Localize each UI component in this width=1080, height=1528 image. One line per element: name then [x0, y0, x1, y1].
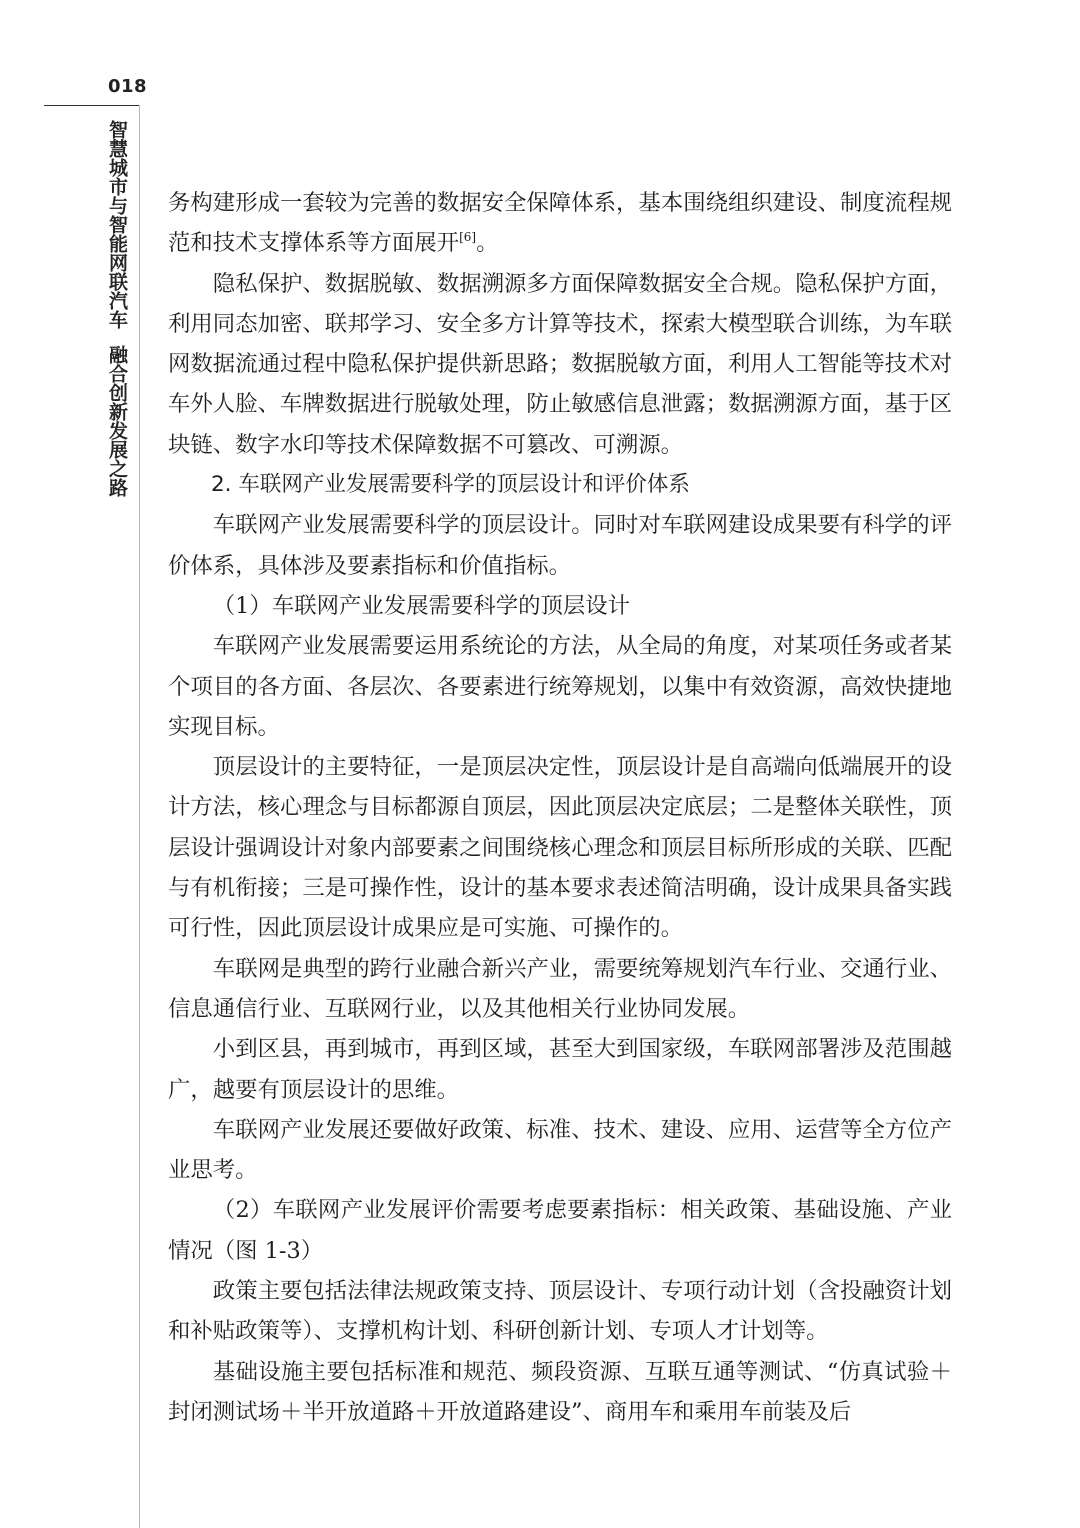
- paragraph: 车联网产业发展需要科学的顶层设计。同时对车联网建设成果要有科学的评价体系，具体涉及要素指标和价值指标。: [168, 512, 952, 579]
- running-title: [106, 120, 128, 497]
- paragraph: 车联网产业发展需要运用系统论的方法，从全局的角度，对某项任务或者某个项目的各方面、各层次、各要素进行统筹规划，以集中有效资源，高效快捷地实现目标。: [168, 633, 952, 740]
- paragraph: 车联网产业发展还要做好政策、标准、技术、建设、应用、运营等全方位产业思考。: [168, 1116, 952, 1184]
- paragraph: 车联网是典型的跨行业融合新兴产业，需要统筹规划汽车行业、交通行业、信息通信行业、互联网行业，以及其他相关行业协同发展。: [168, 955, 952, 1022]
- subsection-heading: （1）车联网产业发展需要科学的顶层设计: [212, 592, 631, 619]
- paragraph: 基础设施主要包括标准和规范、频段资源、互联互通等测试、“仿真试验＋封闭测试场＋半开放道路＋开放道路建设”、商用车和乘用车前装及后: [168, 1358, 952, 1425]
- body-text: [168, 183, 952, 1432]
- section-heading: 2. 车联网产业发展需要科学的顶层设计和评价体系: [211, 472, 690, 498]
- page-number: 018: [108, 76, 148, 97]
- paragraph: 小到区县，再到城市，再到区域，甚至大到国家级，车联网部署涉及范围越广，越要有顶层设计的思维。: [168, 1036, 952, 1103]
- paragraph: 顶层设计的主要特征，一是顶层决定性，顶层设计是自高端向低端展开的设计方法，核心理念与目标都源自顶层，因此顶层决定底层；二是整体关联性，顶层设计强调设计对象内部要素之间围绕核心理念和顶层目标所形成的关联、匹配与有机衔接；三是可操作性，设计的基本要求表述简洁明确，设计成果具备实践可行性，因此顶层设计成果应是可实施、可操作的。: [168, 754, 952, 942]
- header-rule: [44, 105, 140, 106]
- subsection-heading: （2）车联网产业发展评价需要考虑要素指标：相关政策、基础设施、产业情况（图 1-3）: [168, 1197, 952, 1264]
- book-title: 智慧城市与智能网联汽车: [106, 120, 128, 329]
- paragraph: 政策主要包括法律法规政策支持、顶层设计、专项行动计划（含投融资计划和补贴政策等）、支撑机构计划、科研创新计划、专项人才计划等。: [168, 1278, 952, 1345]
- paragraph-continued: 务构建形成一套较为完善的数据安全保障体系，基本围绕组织建设、制度流程规范和技术支撑体系等方面展开[6]。: [168, 190, 952, 257]
- book-subtitle: 融合创新发展之路: [106, 345, 128, 497]
- citation-ref: [6]: [459, 230, 477, 245]
- paragraph: 隐私保护、数据脱敏、数据溯源多方面保障数据安全合规。隐私保护方面，利用同态加密、联邦学习、安全多方计算等技术，探索大模型联合训练，为车联网数据流通过程中隐私保护提供新思路；数据脱敏方面，利用人工智能等技术对车外人脸、车牌数据进行脱敏处理，防止敏感信息泄露；数据溯源方面，基于区块链、数字水印等技术保障数据不可篡改、可溯源。: [168, 270, 952, 458]
- side-rule: [139, 105, 140, 1528]
